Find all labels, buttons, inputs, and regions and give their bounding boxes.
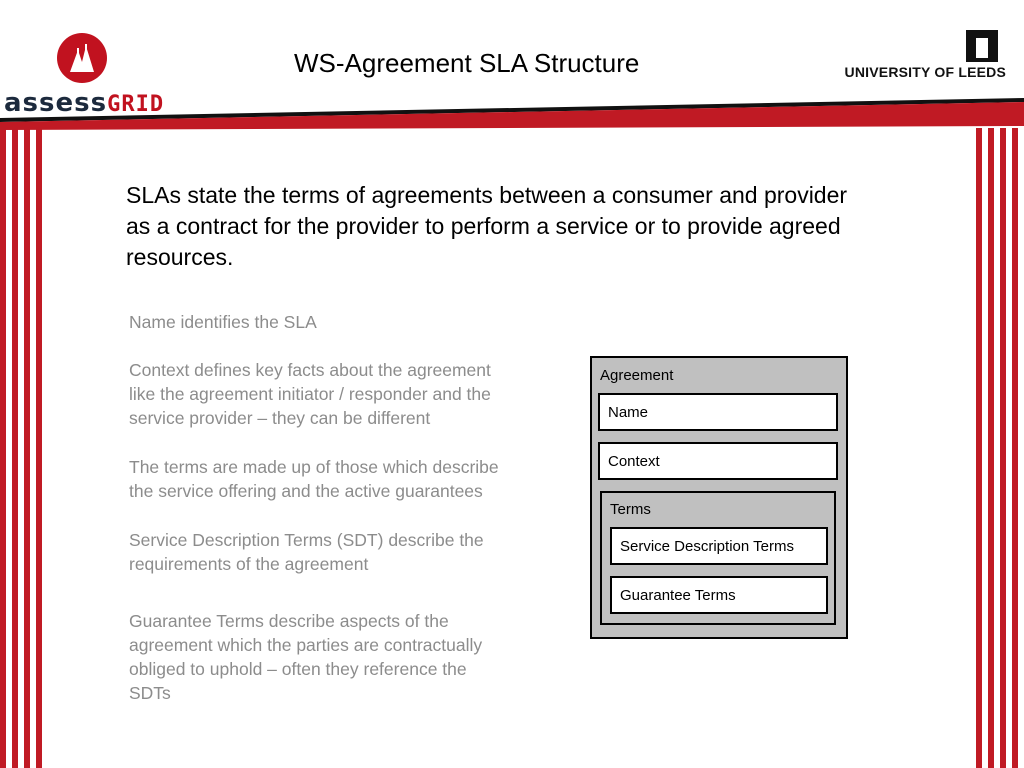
university-tower-icon [966,30,998,62]
intro-paragraph: SLAs state the terms of agreements between a consumer and provider as a contract for the provider to perform a service or to provide agreed resources. [126,182,848,270]
terms-label: Terms [610,501,651,518]
left-stripes [0,128,50,768]
right-stripes [974,128,1024,768]
logo-text-part2: GRID [107,92,165,117]
description-list [129,310,509,705]
page-title: WS-Agreement SLA Structure [294,48,640,78]
agreement-label: Agreement [600,367,674,384]
sdt-box-label: Service Description Terms [620,537,794,555]
context-box-label: Context [608,452,660,470]
description-terms: The terms are made up of those which describe the service offering and the active guarantees [129,457,499,501]
terms-box [600,491,836,625]
description-sdt: Service Description Terms (SDT) describe the requirements of the agreement [129,530,484,574]
guarantee-terms-box [610,576,828,614]
name-box [598,393,838,431]
logo-text-part1: assess [4,88,108,118]
guarantee-terms-label: Guarantee Terms [620,586,736,604]
name-box-label: Name [608,403,649,421]
context-box [598,442,838,480]
sdt-box [610,527,828,565]
description-context: Context defines key facts about the agreement like the agreement initiator / responder and the service provider – they can be different [129,360,491,428]
assessgrid-emblem-icon [56,32,108,84]
university-logo [806,30,1006,80]
agreement-box [590,356,848,639]
university-name: UNIVERSITY OF LEEDS [844,64,1006,80]
description-name: Name identifies the SLA [129,312,317,332]
description-guarantee: Guarantee Terms describe aspects of the agreement which the parties are contractually obliged to uphold – often they reference the SDTs [129,611,483,703]
header-divider [0,96,1024,130]
